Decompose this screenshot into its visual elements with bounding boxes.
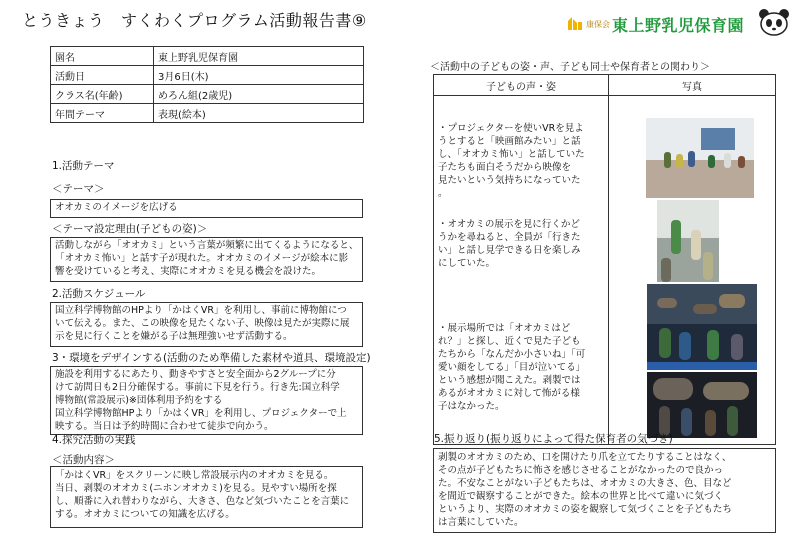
info-value: 3月6日(木)	[154, 66, 364, 85]
reflection-line: その点が子どもたちに怖さを感じさせることがなかったので良かっ	[438, 465, 724, 476]
entry-line: れ？」と探し、近くで見た子ども	[438, 336, 581, 347]
practice-line: する。オオカミについての知識を広げる。	[55, 509, 235, 520]
environment-line: けて訪問日も2日分確保する。事前に下見を行う。行き先:国立科学	[55, 382, 340, 393]
observation-table	[433, 74, 776, 445]
schedule-line: 国立科学博物館のHPより「かはくVR」を利用し、事前に博物館につ	[55, 305, 347, 316]
info-row	[51, 66, 364, 85]
reflection-line: た。不安なことがない子どもたちは、オオカミの大きさ、色、目など	[438, 478, 732, 489]
section2-heading: 2.活動スケジュール	[52, 288, 146, 300]
entry-line: ・プロジェクターを使いVRを見よ	[438, 123, 584, 134]
entry-line: 子たちも面白そうだから映像を	[438, 162, 572, 173]
practice-line: 「かはくVR」をスクリーンに映し常設展示内のオオカミを見る。	[55, 470, 334, 481]
info-label: 活動日	[51, 66, 154, 85]
entry-line: うかを尋ねると、全員が「行きた	[438, 232, 581, 243]
info-row	[51, 104, 364, 123]
entry-line: うとすると「映画館みたい」と話	[438, 136, 581, 147]
observation-entry	[438, 218, 581, 270]
logo-prefix: 康保会	[586, 20, 610, 29]
nursery-logo	[566, 10, 796, 36]
observation-heading: ＜活動中の子どもの姿・声、子ども同士や保育者との関わり＞	[430, 62, 710, 73]
schedule-box	[50, 302, 363, 347]
reason-line: 活動しながら「オオカミ」という言葉が頻繁に出てくるようになると、	[55, 240, 359, 251]
info-row	[51, 47, 364, 66]
info-row	[51, 85, 364, 104]
environment-box	[50, 366, 363, 435]
section5-heading: 5.振り返り(振り返りによって得た保育者の気づき)	[434, 433, 673, 445]
theme-label: ＜テーマ＞	[52, 183, 105, 195]
info-value: めろん組(2歳児)	[154, 85, 364, 104]
schedule-line: いて伝える。また、この映像を見たくない子、映像は見たが実際に展	[55, 318, 350, 329]
section3-heading: 3・環境をデザインする(活動のため準備した素材や道具、環境設定)	[52, 352, 371, 364]
content-label: ＜活動内容＞	[52, 454, 115, 466]
reflection-line: を間近で観察することができた。絵本の世界と比べて違いに気づく	[438, 491, 724, 502]
observation-entry	[438, 322, 585, 413]
entry-line: にしていた。	[438, 258, 496, 269]
panda-icon	[756, 8, 792, 36]
column-header: 子どもの声・姿	[434, 75, 609, 96]
observation-entry	[438, 122, 585, 200]
environment-line: 映する。当日は予約時間に合わせて徒歩で向かう。	[55, 421, 274, 432]
reason-label: ＜テーマ設定理由(子どもの姿)＞	[52, 223, 208, 235]
report-title: とうきょう すくわくプログラム活動報告書⑨	[22, 11, 367, 30]
entry-line: という感想が聞こえた。剥製では	[438, 375, 581, 386]
entry-line: あるがオオカミに対して怖がる様	[438, 388, 580, 399]
photos-cell	[609, 96, 776, 445]
reflection-line: は言葉にしていた。	[438, 517, 524, 528]
entry-line: ・オオカミの展示を見に行くかど	[438, 219, 580, 230]
reason-line: 「オオカミ怖い」と話す子が現れた。オオカミのイメージが絵本に影	[55, 253, 349, 264]
observation-header-row	[434, 75, 776, 96]
photo-vr-projection	[646, 118, 754, 198]
photo-children-viewing	[647, 372, 757, 438]
reflection-box	[433, 448, 776, 533]
practice-line: し、順番に入れ替わりながら、大きさ、色など気づいたことを言葉に	[55, 496, 350, 507]
schedule-line: 示を見に行くことを嫌がる子は無理強いせず活動する。	[55, 331, 293, 342]
info-value: 表現(絵本)	[154, 104, 364, 123]
info-label: クラス名(年齢)	[51, 85, 154, 104]
info-label: 園名	[51, 47, 154, 66]
photo-museum-visit	[657, 200, 719, 282]
environment-line: 博物館(常設展示)※団体利用予約をする	[55, 395, 223, 406]
theme-text: オオカミのイメージを広げる	[55, 202, 178, 213]
entry-line: 見たいという気持ちになっていた	[438, 175, 581, 186]
logo-mark-icon	[566, 15, 584, 31]
practice-line: 当日、剥製のオオカミ(ニホンオオカミ)を見る。見やすい場所を探	[55, 483, 337, 494]
entry-line: い」と話し見学できる日を楽しみ	[438, 245, 581, 256]
entry-line: たちから「なんだか小さいね」「可	[438, 349, 586, 360]
section4-heading: 4.探究活動の実践	[52, 434, 136, 446]
section1-heading: 1.活動テーマ	[52, 160, 115, 172]
entry-line: ・展示場所では「オオカミはど	[438, 323, 571, 334]
photo-wolf-exhibit	[647, 284, 757, 370]
environment-line: 国立科学博物館HPより「かはくVR」を利用し、プロジェクターで上	[55, 408, 347, 419]
reflection-line: というより、実際のオオカミの姿を観察して気づくことを子どもたち	[438, 504, 732, 515]
practice-box	[50, 466, 363, 528]
reason-box	[50, 237, 363, 282]
reflection-line: 剥製のオオカミのため、口を開けたり爪を立てたりすることはなく、	[438, 452, 732, 463]
theme-box	[50, 199, 363, 218]
column-header: 写真	[609, 75, 776, 96]
entry-line: 子はなかった。	[438, 401, 505, 412]
reason-line: 響を受けていると考え、実際にオオカミを見る機会を設けた。	[55, 266, 322, 277]
entry-line: 。	[438, 188, 448, 199]
info-value: 東上野乳児保育園	[154, 47, 364, 66]
info-label: 年間テーマ	[51, 104, 154, 123]
voices-cell	[434, 96, 609, 445]
logo-name: 東上野乳児保育園	[612, 16, 745, 35]
entry-line: し、「オオカミ怖い」と話していた	[438, 149, 585, 160]
info-table	[50, 46, 364, 123]
environment-line: 施設を利用するにあたり、動きやすさと安全面から2グループに分	[55, 369, 336, 380]
entry-line: 愛い顔をしてる」「目が泣いてる」	[438, 362, 586, 373]
observation-row	[434, 96, 776, 445]
